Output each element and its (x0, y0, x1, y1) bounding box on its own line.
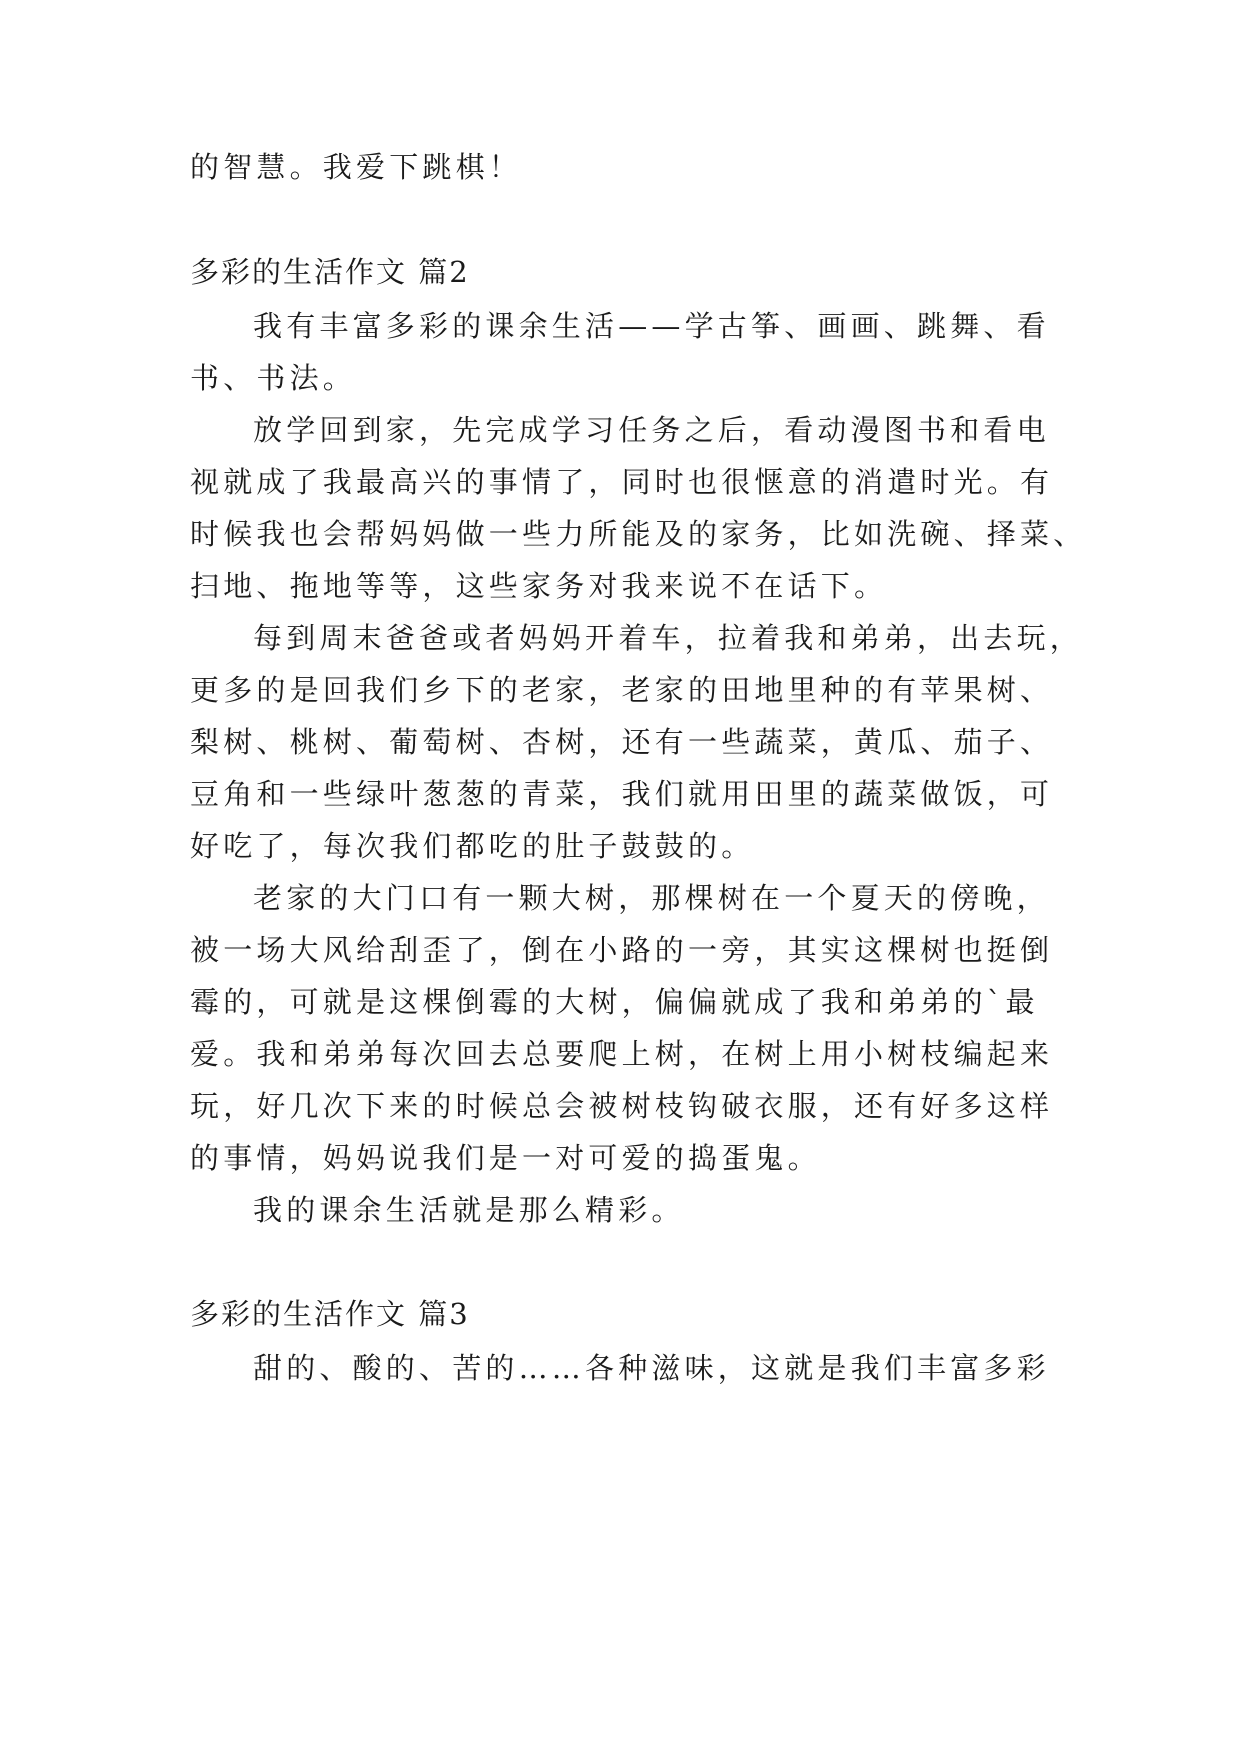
paragraph-line: 甜的、酸的、苦的……各种滋味，这就是我们丰富多彩 (253, 1351, 1050, 1385)
section-2-title: 多彩的生活作文 篇2 (190, 255, 470, 289)
paragraph-line: 我的课余生活就是那么精彩。 (253, 1193, 685, 1227)
paragraph-line: 视就成了我最高兴的事情了，同时也很惬意的消遣时光。有 (190, 465, 1054, 499)
section-3-title: 多彩的生活作文 篇3 (190, 1297, 470, 1331)
paragraph-line: 好吃了，每次我们都吃的肚子鼓鼓的。 (190, 829, 755, 863)
paragraph-line: 被一场大风给刮歪了，倒在小路的一旁，其实这棵树也挺倒 (190, 933, 1054, 967)
paragraph-line: 扫地、拖地等等，这些家务对我来说不在话下。 (190, 569, 888, 603)
paragraph-line: 的事情，妈妈说我们是一对可爱的捣蛋鬼。 (190, 1141, 821, 1175)
paragraph-line: 放学回到家，先完成学习任务之后，看动漫图书和看电 (253, 413, 1050, 447)
paragraph-line: 我有丰富多彩的课余生活——学古筝、画画、跳舞、看 (253, 309, 1050, 343)
paragraph-line: 更多的是回我们乡下的老家，老家的田地里种的有苹果树、 (190, 673, 1054, 707)
paragraph-line: 时候我也会帮妈妈做一些力所能及的家务，比如洗碗、择菜、 (190, 517, 1087, 551)
paragraph-line: 每到周末爸爸或者妈妈开着车，拉着我和弟弟，出去玩， (253, 621, 1084, 655)
paragraph-line: 书、书法。 (190, 361, 357, 395)
paragraph-line: 梨树、桃树、葡萄树、杏树，还有一些蔬菜，黄瓜、茄子、 (190, 725, 1054, 759)
previous-paragraph-tail: 的智慧。我爱下跳棋！ (190, 150, 523, 184)
paragraph-line: 爱。我和弟弟每次回去总要爬上树，在树上用小树枝编起来 (190, 1037, 1054, 1071)
paragraph-line: 老家的大门口有一颗大树，那棵树在一个夏天的傍晚， (253, 881, 1050, 915)
paragraph-line: 豆角和一些绿叶葱葱的青菜，我们就用田里的蔬菜做饭，可 (190, 777, 1054, 811)
paragraph-line: 霉的，可就是这棵倒霉的大树，偏偏就成了我和弟弟的`最 (190, 985, 1039, 1019)
paragraph-line: 玩，好几次下来的时候总会被树枝钩破衣服，还有好多这样 (190, 1089, 1054, 1123)
